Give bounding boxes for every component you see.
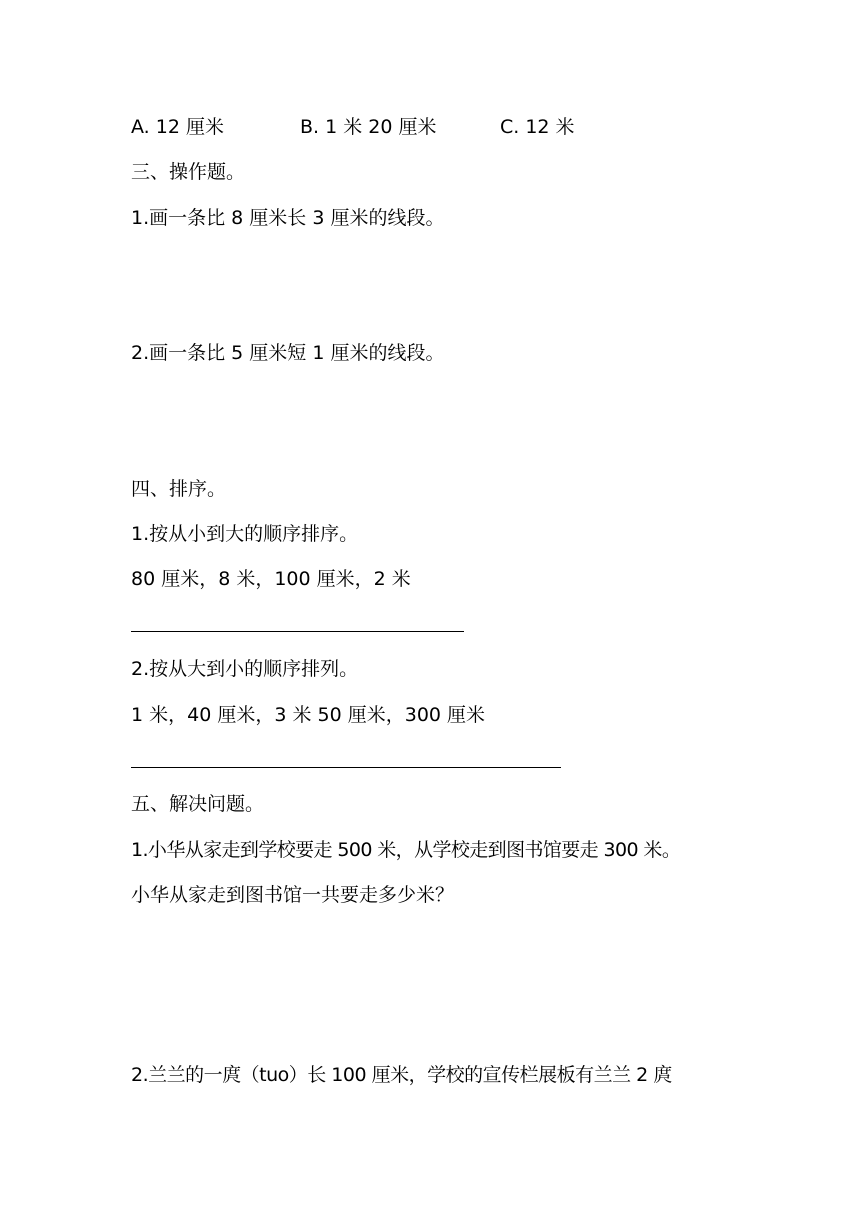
section3-question-2: 2.画一条比 5 厘米短 1 厘米的线段。 bbox=[131, 342, 445, 364]
option-a: A. 12 厘米 bbox=[131, 116, 224, 138]
section5-question-1-line-2: 小华从家走到图书馆一共要走多少米？ bbox=[131, 884, 455, 906]
section3-heading: 三、操作题。 bbox=[131, 161, 246, 183]
section4-question-2: 2.按从大到小的顺序排列。 bbox=[131, 658, 359, 680]
option-c: C. 12 米 bbox=[500, 116, 575, 138]
section3-question-1: 1.画一条比 8 厘米长 3 厘米的线段。 bbox=[131, 207, 445, 229]
section5-question-1-line-1: 1.小华从家走到学校要走 500 米，从学校走到图书馆要走 300 米。 bbox=[131, 839, 681, 861]
section5-heading: 五、解决问题。 bbox=[131, 793, 265, 815]
section4-question-2-items: 1 米，40 厘米，3 米 50 厘米，300 厘米 bbox=[131, 704, 486, 726]
section4-question-1: 1.按从小到大的顺序排序。 bbox=[131, 523, 359, 545]
section5-question-2-line-1: 2.兰兰的一庹（tuo）长 100 厘米，学校的宣传栏展板有兰兰 2 庹 bbox=[131, 1064, 672, 1086]
section4-heading: 四、排序。 bbox=[131, 478, 227, 500]
answer-line-1 bbox=[131, 631, 464, 632]
option-b: B. 1 米 20 厘米 bbox=[300, 116, 437, 138]
answer-line-2 bbox=[131, 767, 561, 768]
section4-question-1-items: 80 厘米，8 米，100 厘米，2 米 bbox=[131, 568, 411, 590]
